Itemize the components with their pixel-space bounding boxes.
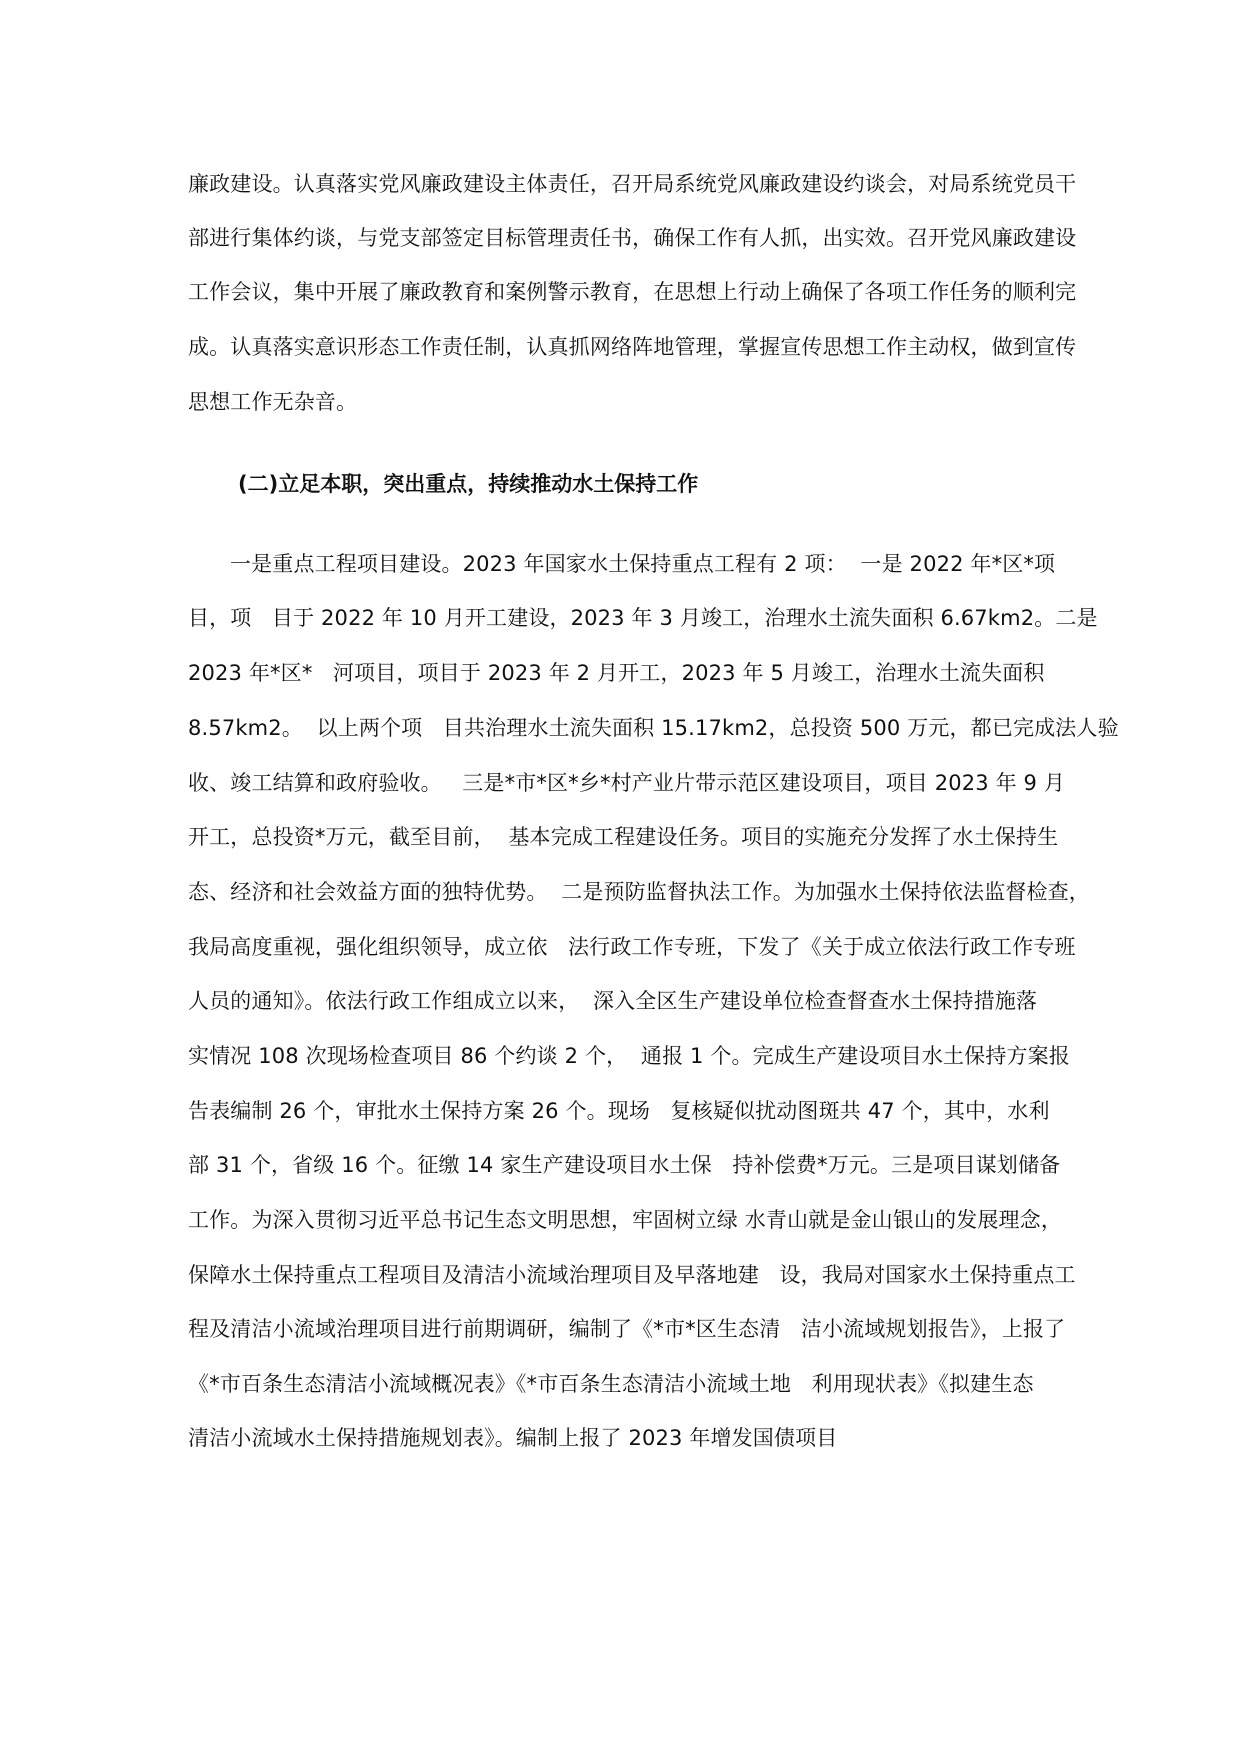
paragraph2-line-1: 一是重点工程项目建设。2023 年国家水土保持重点工程有 2 项： 一是 2022 年*区*项 (230, 552, 1056, 576)
paragraph1-line-5: 思想工作无杂音。 (188, 390, 358, 414)
paragraph2-line-9: 人员的通知》。依法行政工作组成立以来， 深入全区生产建设单位检查督查水土保持措施落 (188, 989, 1038, 1013)
paragraph2-line-7: 态、经济和社会效益方面的独特优势。 二是预防监督执法工作。为加强水土保持依法监督检查， (188, 880, 1090, 904)
paragraph1-line-1: 廉政建设。认真落实党风廉政建设主体责任，召开局系统党风廉政建设约谈会，对局系统党员干 (188, 172, 1077, 196)
paragraph2-line-12: 部 31 个，省级 16 个。征缴 14 家生产建设项目水土保 持补偿费*万元。三是项目谋划储备 (188, 1153, 1061, 1177)
paragraph2-line-10: 实情况 108 次现场检查项目 86 个约谈 2 个， 通报 1 个。完成生产建设项目水土保持方案报 (188, 1044, 1070, 1068)
paragraph2-line-17: 清洁小流域水土保持措施规划表》。编制上报了 2023 年增发国债项目 (188, 1426, 838, 1450)
paragraph1-line-2: 部进行集体约谈，与党支部签定目标管理责任书，确保工作有人抓，出实效。召开党风廉政建设 (188, 226, 1077, 250)
paragraph1-line-3: 工作会议，集中开展了廉政教育和案例警示教育，在思想上行动上确保了各项工作任务的顺利完 (188, 280, 1077, 304)
paragraph2-line-3: 2023 年*区* 河项目，项目于 2023 年 2 月开工，2023 年 5 月竣工，治理水土流失面积 (188, 661, 1045, 685)
paragraph2-line-6: 开工，总投资*万元，截至目前， 基本完成工程建设任务。项目的实施充分发挥了水土保持生 (188, 825, 1059, 849)
paragraph2-line-13: 工作。为深入贯彻习近平总书记生态文明思想，牢固树立绿 水青山就是金山银山的发展理念， (188, 1208, 1062, 1232)
paragraph2-line-15: 程及清洁小流域治理项目进行前期调研，编制了《*市*区生态清 洁小流域规划报告》，上报了 (188, 1317, 1066, 1341)
paragraph2-line-2: 目，项 目于 2022 年 10 月开工建设，2023 年 3 月竣工，治理水土流失面积 6.67km2。二是 (188, 606, 1098, 630)
section-heading: (二)立足本职，突出重点，持续推动水土保持工作 (238, 472, 699, 496)
paragraph2-line-5: 收、竣工结算和政府验收。 三是*市*区*乡*村产业片带示范区建设项目，项目 2023 年 9 月 (188, 771, 1066, 795)
paragraph1-line-4: 成。认真落实意识形态工作责任制，认真抓网络阵地管理，掌握宣传思想工作主动权，做到宣传 (188, 335, 1077, 359)
paragraph2-line-4: 8.57km2。 以上两个项 目共治理水土流失面积 15.17km2，总投资 500 万元，都已完成法人验 (188, 716, 1119, 740)
paragraph2-line-14: 保障水土保持重点工程项目及清洁小流域治理项目及早落地建 设，我局对国家水土保持重点工 (188, 1263, 1076, 1287)
paragraph2-line-16: 《*市百条生态清洁小流域概况表》《*市百条生态清洁小流域土地 利用现状表》《拟建生态 (188, 1372, 1034, 1396)
paragraph2-line-11: 告表编制 26 个，审批水土保持方案 26 个。现场 复核疑似扰动图斑共 47 个，其中，水利 (188, 1099, 1050, 1123)
paragraph2-line-8: 我局高度重视，强化组织领导，成立依 法行政工作专班，下发了《关于成立依法行政工作专班 (188, 935, 1076, 959)
